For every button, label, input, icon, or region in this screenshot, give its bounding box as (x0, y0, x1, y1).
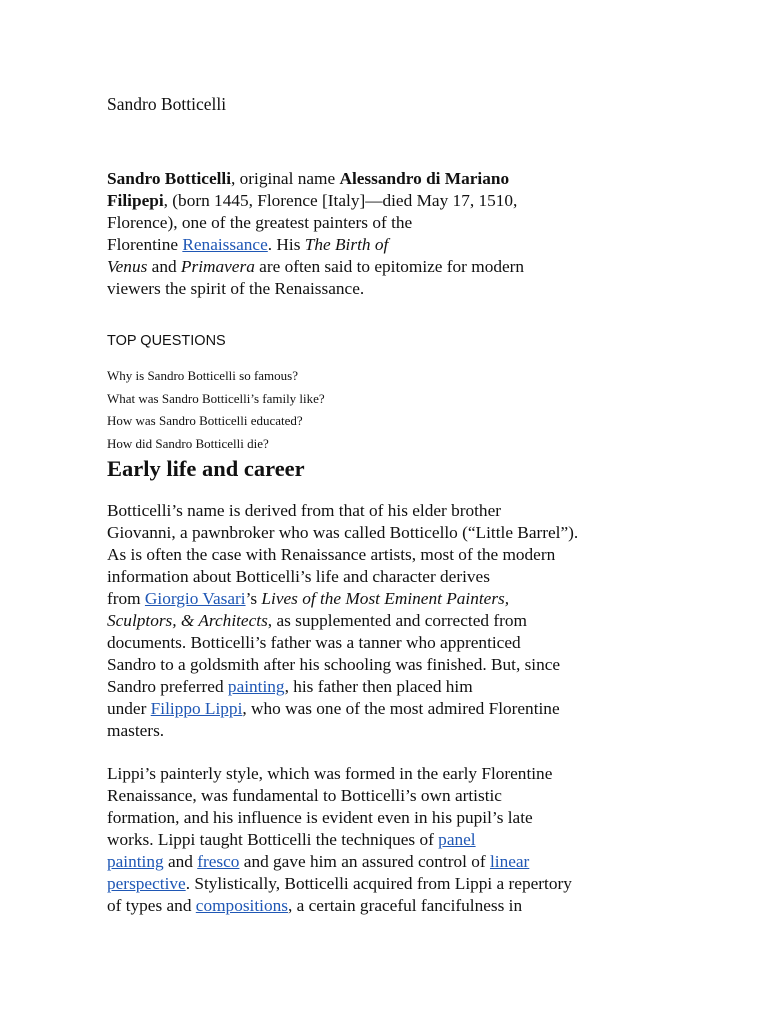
body-line: Sandro to a goldsmith after his schooling was finished. But, since (107, 655, 561, 674)
text-run: of types and (107, 896, 196, 915)
artwork-title: Venus (107, 257, 148, 276)
question-item[interactable]: Why is Sandro Botticelli so famous? (107, 368, 299, 383)
text-run: ’s (245, 589, 262, 608)
original-name: Filipepi (107, 191, 164, 210)
panel-painting-link[interactable]: panel (438, 830, 476, 849)
body-line: Botticelli’s name is derived from that of his elder brother (107, 501, 502, 520)
book-title: Lives of the Most Eminent Painters, (261, 589, 510, 608)
early-life-paragraph-1 (107, 500, 578, 742)
body-line (107, 873, 572, 895)
text-run: , his father then placed him (284, 677, 473, 696)
subject-name: Sandro Botticelli (107, 169, 232, 188)
body-line: Renaissance, was fundamental to Botticelli’s own artistic (107, 786, 502, 805)
intro-line (107, 256, 524, 278)
body-line: information about Botticelli’s life and character derives (107, 567, 490, 586)
text-run: and gave him an assured control of (239, 852, 490, 871)
text-run: Florentine (107, 235, 183, 254)
body-line: Giovanni, a pawnbroker who was called Botticello (“Little Barrel”). (107, 523, 579, 542)
panel-painting-link[interactable]: painting (107, 852, 164, 871)
top-questions-list (107, 365, 325, 455)
compositions-link[interactable]: compositions (195, 896, 288, 915)
body-line (107, 610, 578, 632)
body-line (107, 676, 578, 698)
text-run: , (born 1445, Florence [Italy]—died May 17, 1510, (163, 191, 518, 210)
body-line (107, 588, 578, 610)
text-run: . His (267, 235, 305, 254)
body-line (107, 698, 578, 720)
text-run: , original name (231, 169, 340, 188)
text-run: works. Lippi taught Botticelli the techniques of (107, 830, 439, 849)
renaissance-link[interactable]: Renaissance (182, 235, 268, 254)
artwork-title: The Birth of (304, 235, 389, 254)
text-run: are often said to epitomize for modern (254, 257, 525, 276)
top-questions-label: TOP QUESTIONS (107, 333, 226, 349)
intro-line (107, 234, 524, 256)
text-run: Sandro preferred (107, 677, 228, 696)
question-item[interactable]: What was Sandro Botticelli’s family like? (107, 390, 325, 406)
artwork-title: Primavera (180, 257, 255, 276)
text-run: , as supplemented and corrected from (267, 611, 527, 630)
body-line: masters. (107, 721, 165, 740)
body-line: documents. Botticelli’s father was a tanner who apprenticed (107, 633, 521, 652)
document-title: Sandro Botticelli (107, 94, 227, 114)
body-line: Lippi’s painterly style, which was formed in the early Florentine (107, 764, 553, 783)
intro-line (107, 190, 524, 212)
original-name: Alessandro di Mariano (339, 169, 510, 188)
book-title: Sculptors, & Architects (107, 611, 268, 630)
linear-perspective-link[interactable]: perspective (107, 874, 186, 893)
giorgio-vasari-link[interactable]: Giorgio Vasari (144, 589, 246, 608)
text-run: under (107, 699, 151, 718)
intro-line (107, 168, 524, 190)
fresco-link[interactable]: fresco (197, 852, 240, 871)
intro-paragraph (107, 168, 524, 300)
text-run: , who was one of the most admired Florentine (242, 699, 560, 718)
text-run: , a certain graceful fancifulness in (287, 896, 523, 915)
question-item[interactable]: How did Sandro Botticelli die? (107, 435, 269, 451)
body-line (107, 851, 572, 873)
section-heading: Early life and career (107, 456, 305, 481)
text-run: . Stylistically, Botticelli acquired from Lippi a repertory (185, 874, 572, 893)
painting-link[interactable]: painting (227, 677, 285, 696)
body-line (107, 829, 572, 851)
linear-perspective-link[interactable]: linear (489, 852, 530, 871)
body-line: formation, and his influence is evident even in his pupil’s late (107, 808, 533, 827)
text-run: and (147, 257, 181, 276)
body-line: As is often the case with Renaissance artists, most of the modern (107, 545, 556, 564)
early-life-paragraph-2 (107, 763, 572, 917)
text-run: from (107, 589, 145, 608)
text-run: and (163, 852, 198, 871)
question-item[interactable]: How was Sandro Botticelli educated? (107, 413, 303, 428)
intro-line: Florence), one of the greatest painters of the (107, 213, 413, 232)
body-line (107, 895, 572, 917)
filippo-lippi-link[interactable]: Filippo Lippi (150, 699, 243, 718)
intro-line: viewers the spirit of the Renaissance. (107, 279, 365, 298)
